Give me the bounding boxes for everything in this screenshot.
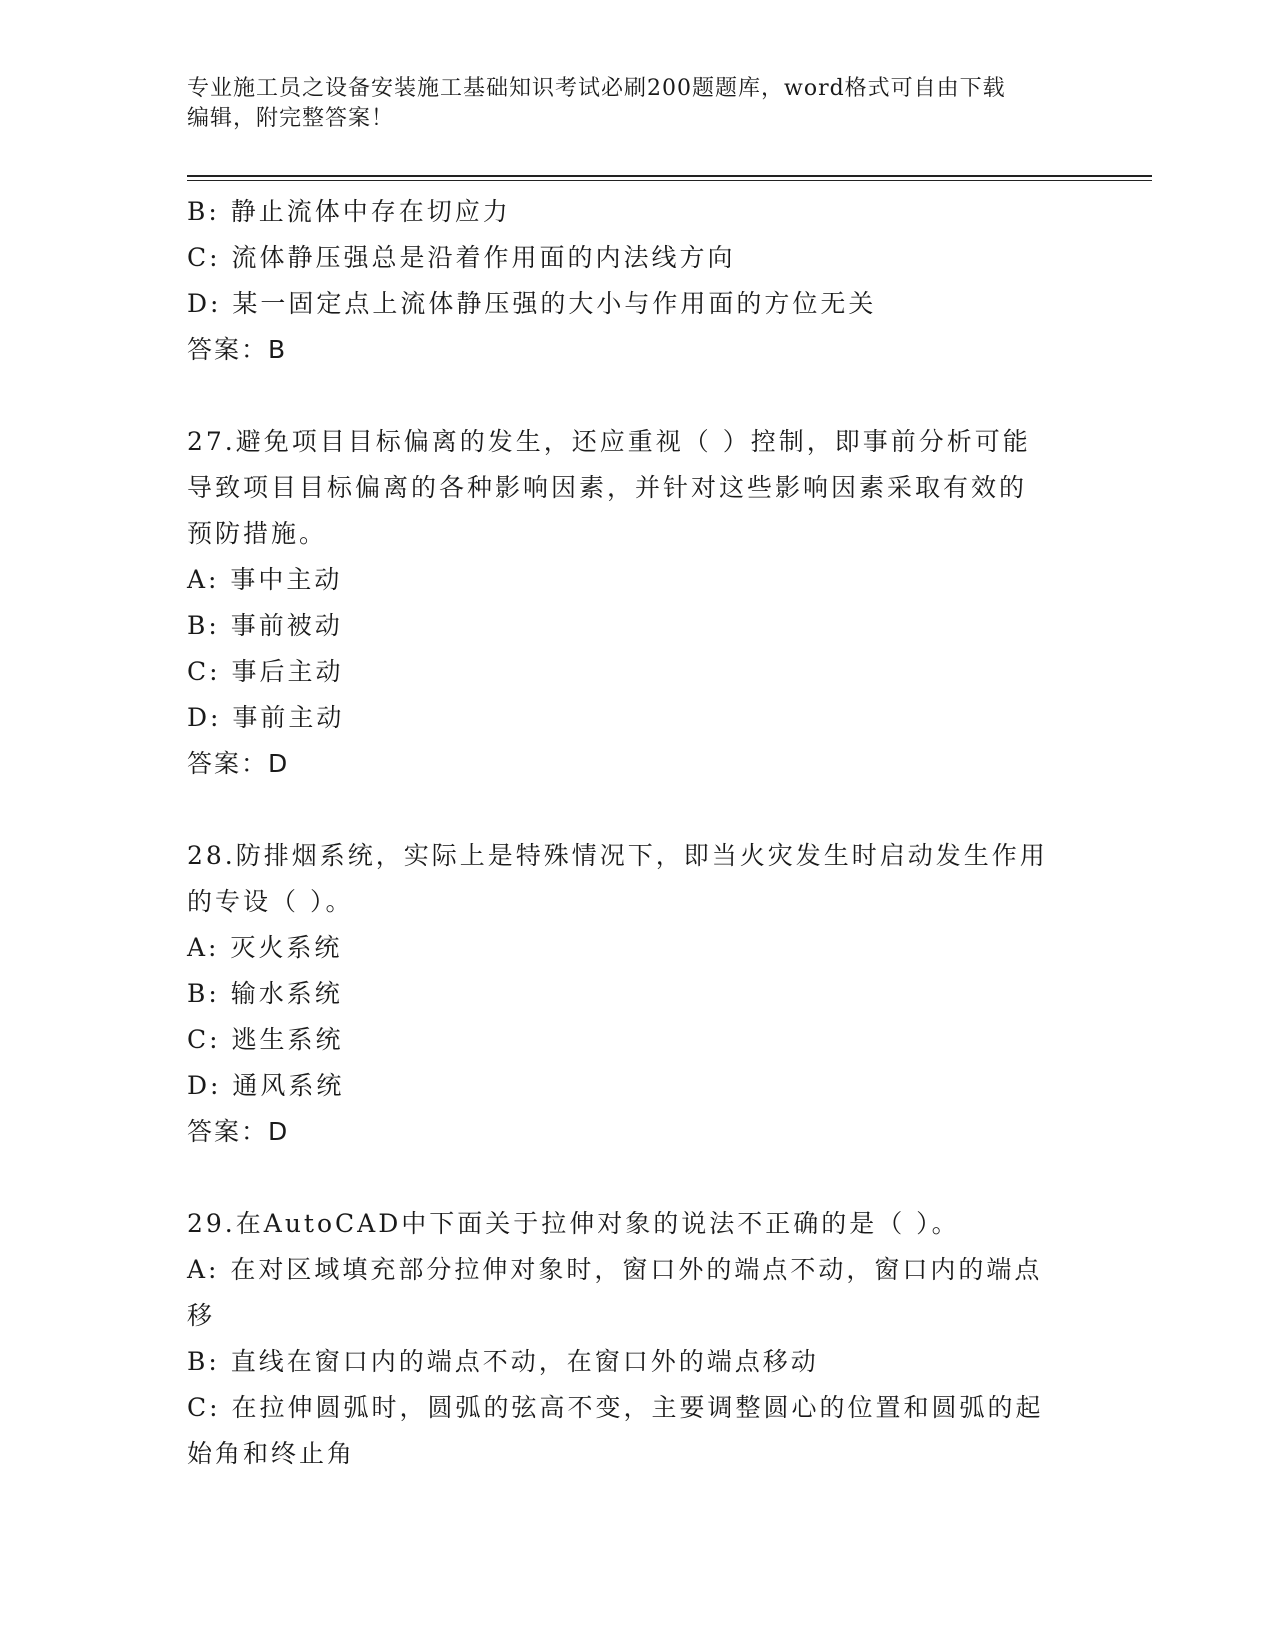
q26-option-c: C: 流体静压强总是沿着作用面的内法线方向: [187, 243, 736, 272]
question-28: [187, 833, 1077, 1155]
spacer: [187, 373, 1077, 419]
header-title-line-1: 专业施工员之设备安装施工基础知识考试必刷200题题库，word格式可自由下载: [187, 76, 1006, 101]
question-29: [187, 1201, 1077, 1477]
q27-option-c: C: 事后主动: [187, 657, 344, 686]
q28-option-b: B: 输水系统: [187, 979, 343, 1008]
q28-option-a: A: 灭火系统: [187, 933, 343, 962]
q28-option-d: D: 通风系统: [187, 1071, 345, 1100]
document-header: [187, 74, 1067, 134]
question-27: [187, 419, 1077, 787]
spacer: [187, 1155, 1077, 1201]
q27-option-d: D: 事前主动: [187, 703, 345, 732]
q27-answer: 答案：D: [187, 749, 290, 778]
q27-stem-line-3: 预防措施。: [187, 519, 328, 548]
q28-option-c: C: 逃生系统: [187, 1025, 344, 1054]
q28-stem-line-2: 的专设（ ）。: [187, 887, 354, 916]
q26-answer: 答案：B: [187, 335, 288, 364]
q28-answer: 答案：D: [187, 1117, 290, 1146]
header-divider-thin: [187, 180, 1152, 181]
q29-option-a-line-1: A: 在对区域填充部分拉伸对象时，窗口外的端点不动，窗口内的端点: [187, 1255, 1043, 1284]
q26-option-d: D: 某一固定点上流体静压强的大小与作用面的方位无关: [187, 289, 877, 318]
q26-option-b: B: 静止流体中存在切应力: [187, 197, 511, 226]
question-26: [187, 189, 1077, 373]
q27-option-b: B: 事前被动: [187, 611, 343, 640]
q29-option-b: B: 直线在窗口内的端点不动，在窗口外的端点移动: [187, 1347, 819, 1376]
q29-option-a-line-2: 移: [187, 1301, 216, 1330]
q29-option-c-line-1: C: 在拉伸圆弧时，圆弧的弦高不变，主要调整圆心的位置和圆弧的起: [187, 1393, 1044, 1422]
q28-stem-line-1: 28.防排烟系统，实际上是特殊情况下，即当火灾发生时启动发生作用: [187, 841, 1048, 870]
q29-option-c-line-2: 始角和终止角: [187, 1439, 356, 1468]
spacer: [187, 787, 1077, 833]
q27-option-a: A: 事中主动: [187, 565, 343, 594]
header-title-line-2: 编辑，附完整答案！: [187, 106, 395, 131]
question-content: [187, 189, 1077, 1477]
q27-stem-line-1: 27.避免项目目标偏离的发生，还应重视（ ）控制，即事前分析可能: [187, 427, 1031, 456]
q29-stem-line-1: 29.在AutoCAD中下面关于拉伸对象的说法不正确的是（ ）。: [187, 1209, 960, 1238]
q27-stem-line-2: 导致项目目标偏离的各种影响因素，并针对这些影响因素采取有效的: [187, 473, 1028, 502]
header-divider-thick: [187, 175, 1152, 177]
